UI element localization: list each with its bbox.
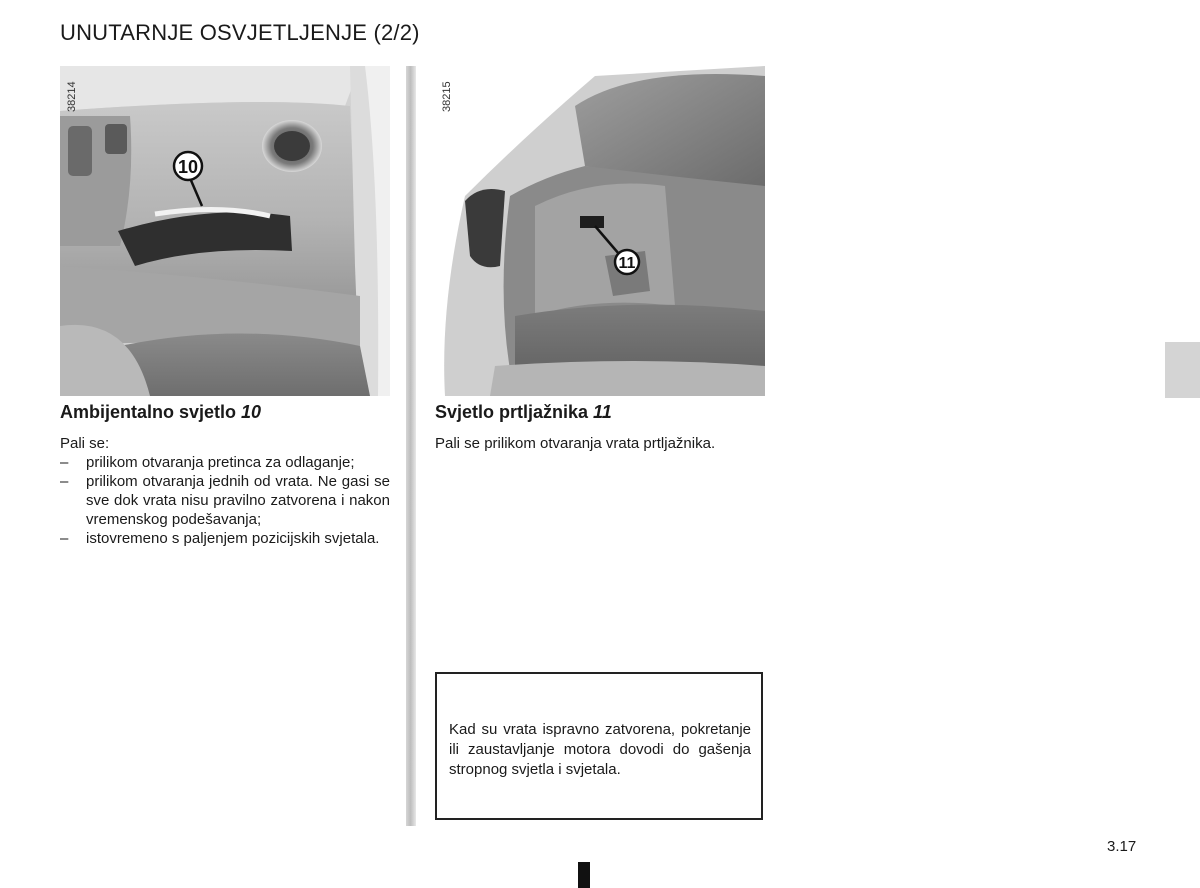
trunk-light-heading [435, 402, 612, 423]
conditions-list [60, 453, 390, 548]
list-item [60, 453, 390, 472]
figure-code: 38214 [66, 81, 78, 112]
list-item-text: istovremeno s paljenjem pozicijskih svjetala. [86, 530, 380, 547]
heading-ref: 11 [593, 402, 612, 422]
column-divider [406, 66, 416, 826]
callout-10-label: 10 [177, 157, 199, 177]
list-item [60, 472, 390, 529]
page-title: UNUTARNJE OSVJETLJENJE (2/2) [60, 20, 420, 45]
ambient-light-heading [60, 402, 261, 423]
glovebox-drawing [60, 66, 390, 396]
list-dash: – [60, 530, 69, 547]
notice-box [435, 672, 763, 820]
trunk-illustration [435, 66, 765, 396]
notice-text: Kad su vrata ispravno zatvorena, pokretanje ili zaustavljanje motora dovodi do gašenja stropnog svjetla i svjetala. [449, 721, 751, 778]
figure-code: 38215 [441, 81, 453, 112]
list-item-text: prilikom otvaranja jednih od vrata. Ne gasi se sve dok vrata nisu pravilno zatvorena i nakon vremenskog podešavanja; [86, 473, 390, 528]
heading-text: Svjetlo prtljažnika [435, 402, 594, 422]
list-item [60, 529, 390, 548]
crop-mark [578, 862, 590, 888]
glovebox-illustration [60, 66, 390, 396]
intro-text: Pali se: [60, 435, 110, 452]
list-item-text: prilikom otvaranja pretinca za odlaganje; [86, 454, 355, 471]
chapter-tab [1165, 342, 1200, 398]
callout-11-label: 11 [618, 255, 636, 272]
heading-text: Ambijentalno svjetlo [60, 402, 242, 422]
list-dash: – [60, 454, 69, 471]
trunk-light-body: Pali se prilikom otvaranja vrata prtljažnika. [435, 435, 716, 452]
trunk-drawing [435, 66, 765, 396]
page-number: 3.17 [1107, 838, 1137, 855]
ambient-light-body [60, 434, 390, 548]
list-dash: – [60, 473, 69, 490]
heading-ref: 10 [241, 402, 262, 422]
